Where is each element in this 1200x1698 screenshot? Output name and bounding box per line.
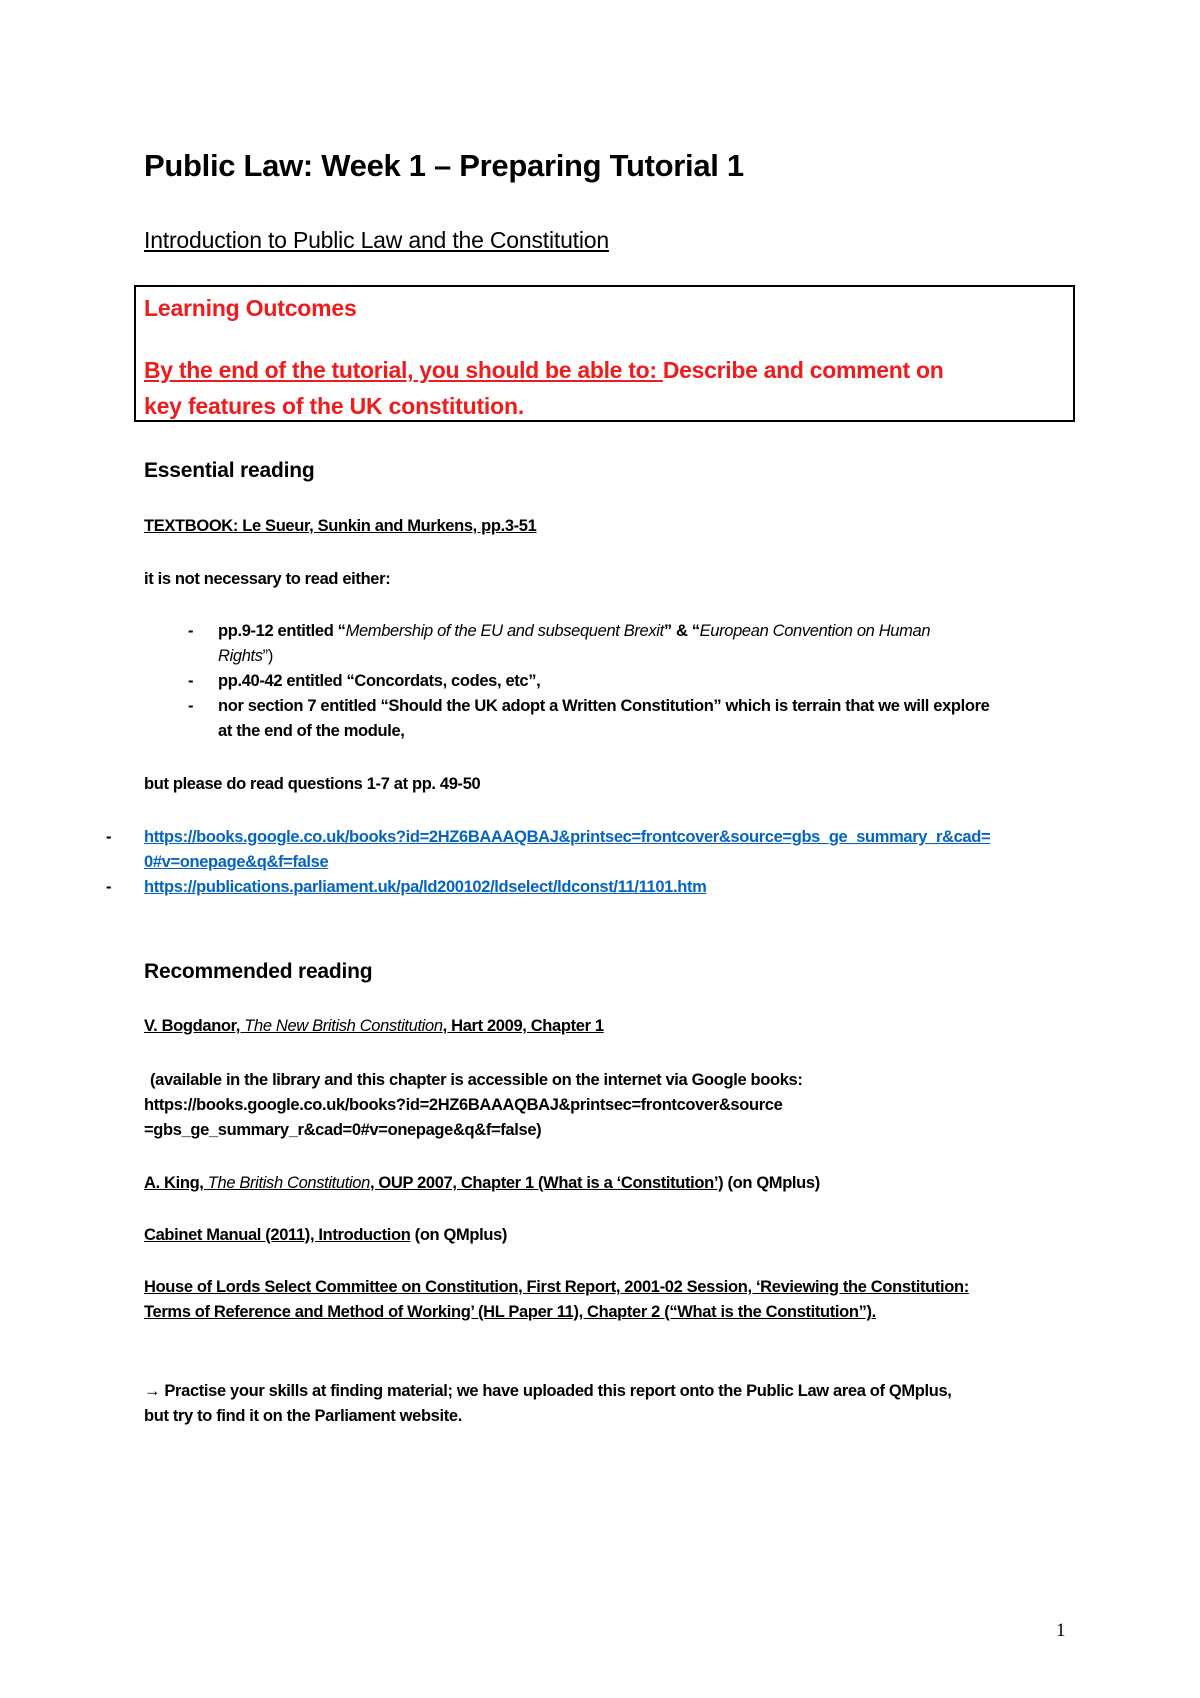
learning-outcomes-lead: By the end of the tutorial, you should be able to:	[144, 357, 663, 383]
availability-line-3: =gbs_ge_summary_r&cad=0#v=onepage&q&f=false)	[144, 1121, 542, 1139]
bullet-1-italic: Membership of the EU and subsequent Brexit	[345, 622, 664, 640]
bullet-dash: -	[188, 672, 194, 690]
bogdanor-rest: , Hart 2009, Chapter 1	[442, 1017, 604, 1035]
learning-outcomes-heading: Learning Outcomes	[144, 295, 357, 321]
bullet-dash: -	[188, 697, 194, 715]
google-books-link-continuation[interactable]: 0#v=onepage&q&f=false	[144, 853, 329, 871]
arrow-icon: →	[144, 1382, 161, 1400]
bullet-1-italic-2: European Convention on Human	[699, 622, 931, 640]
essential-reading-heading: Essential reading	[144, 459, 315, 482]
list-item: nor section 7 entitled “Should the UK adopt a Written Constitution” which is terrain that we will explore	[218, 697, 990, 715]
king-rest: , OUP 2007, Chapter 1 (What is a ‘Constitution’)	[369, 1174, 724, 1192]
cabinet-note: (on QMplus)	[410, 1226, 508, 1244]
bogdanor-title: The New British Constitution	[244, 1017, 443, 1035]
not-necessary-note: it is not necessary to read either:	[144, 570, 391, 588]
availability-line-1: (available in the library and this chapter is accessible on the internet via Google books:	[150, 1071, 803, 1089]
recommended-reading-heading: Recommended reading	[144, 960, 373, 983]
bullet-dash: -	[188, 622, 194, 640]
bullet-1-plain: 9-12 entitled “	[241, 622, 346, 640]
page-title: Public Law: Week 1 – Preparing Tutorial 1	[144, 148, 744, 183]
king-author: A. King,	[144, 1174, 208, 1192]
textbook-reference: TEXTBOOK: Le Sueur, Sunkin and Murkens, pp.3-51	[144, 517, 537, 535]
lords-report-line-2: Terms of Reference and Method of Working’ (HL Paper 11), Chapter 2 (“What is the Constitution”).	[144, 1303, 876, 1321]
availability-line-2: https://books.google.co.uk/books?id=2HZ6BAAAQBAJ&printsec=frontcover&source	[144, 1096, 783, 1114]
cabinet-manual-reference	[144, 1226, 507, 1245]
learning-outcomes-line-2: key features of the UK constitution.	[144, 393, 525, 419]
do-read-note: but please do read questions 1-7 at pp. 49-50	[144, 775, 481, 793]
learning-outcomes-text: Describe and comment on	[662, 357, 944, 383]
bullet-1-cont-plain: ”)	[262, 647, 273, 665]
king-note: (on QMplus)	[723, 1174, 820, 1192]
list-item	[218, 672, 540, 691]
bullet-1-cont-italic: Rights	[218, 647, 263, 665]
bogdanor-reference	[144, 1017, 604, 1036]
lords-report-line-1: House of Lords Select Committee on Constitution, First Report, 2001-02 Session, ‘Reviewing the Constitution:	[144, 1278, 969, 1296]
bogdanor-author: V. Bogdanor,	[144, 1017, 245, 1035]
practise-note-line-1	[144, 1382, 952, 1401]
bullet-1-pp: pp.	[218, 622, 242, 640]
practise-text: Practise your skills at finding material; we have uploaded this report onto the Public Law area of QMplus,	[160, 1382, 952, 1400]
practise-note-line-2: but try to find it on the Parliament website.	[144, 1407, 462, 1425]
bullet-2-plain: 40-42 entitled “Concordats, codes, etc”,	[241, 672, 541, 690]
bullet-2-pp: pp.	[218, 672, 242, 690]
cabinet-text: Cabinet Manual (2011), Introduction	[144, 1226, 411, 1244]
bullet-1-mid: ” & “	[663, 622, 700, 640]
list-item-continuation	[218, 647, 273, 666]
parliament-link[interactable]: https://publications.parliament.uk/pa/ld200102/ldselect/ldconst/11/1101.htm	[144, 878, 707, 896]
list-item	[218, 622, 930, 641]
list-item-continuation: at the end of the module,	[218, 722, 405, 740]
king-reference	[144, 1174, 820, 1193]
page-number: 1	[1056, 1620, 1066, 1641]
learning-outcomes-line-1	[144, 357, 944, 384]
google-books-link[interactable]: https://books.google.co.uk/books?id=2HZ6BAAAQBAJ&printsec=frontcover&source=gbs_ge_summary_r&cad=	[144, 828, 991, 846]
king-title: The British Constitution	[207, 1174, 370, 1192]
bullet-dash: -	[106, 828, 112, 846]
bullet-dash: -	[106, 878, 112, 896]
page-subtitle: Introduction to Public Law and the Constitution	[144, 227, 609, 253]
